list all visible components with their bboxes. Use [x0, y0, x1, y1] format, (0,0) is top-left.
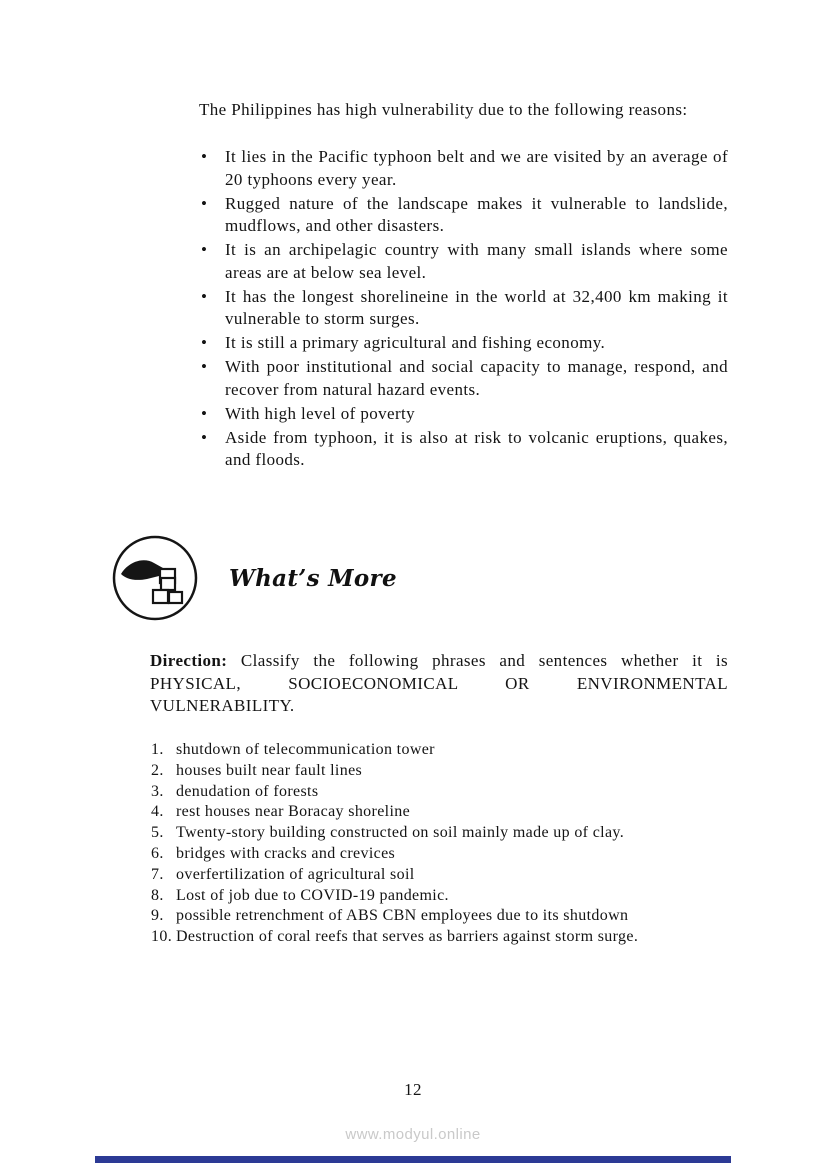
- intro-paragraph: The Philippines has high vulnerability due to the following reasons:: [199, 100, 688, 119]
- bullet-list: [201, 146, 728, 473]
- footer-rule: [95, 1156, 731, 1163]
- bullet-marker-icon: •: [201, 333, 208, 352]
- list-item-text: rest houses near Boracay shoreline: [176, 803, 411, 821]
- list-item-text: houses built near fault lines: [176, 761, 363, 779]
- list-item-number: 4.: [151, 803, 164, 821]
- hand-stacking-blocks-icon: [111, 534, 199, 622]
- bullet-text: With poor institutional and social capacity to manage, respond, and recover from natural hazard events.: [225, 357, 728, 399]
- page-number: 12: [404, 1080, 422, 1099]
- bullet-text: It has the longest shorelineine in the world at 32,400 km making it vulnerable to storm surges.: [225, 286, 728, 328]
- list-item: [151, 906, 729, 927]
- list-item-number: 6.: [151, 844, 164, 862]
- list-item-text: overfertilization of agricultural soil: [176, 865, 415, 883]
- numbered-list: [151, 740, 729, 948]
- bullet-marker-icon: •: [201, 286, 208, 306]
- bullet-marker-icon: •: [201, 427, 208, 447]
- direction-text: Classify the following phrases and sentences whether it is PHYSICAL, SOCIOECONOMICAL OR ENVIRONMENTAL VULNERABILITY.: [150, 651, 728, 715]
- bullet-marker-icon: •: [201, 357, 208, 376]
- list-item-text: shutdown of telecommunication tower: [176, 741, 435, 758]
- bullet-text: It is an archipelagic country with many small islands where some areas are at below sea level.: [225, 240, 728, 282]
- list-item-text: denudation of forests: [176, 782, 319, 800]
- list-item-number: 2.: [151, 761, 164, 779]
- bullet-marker-icon: •: [201, 240, 208, 259]
- direction-paragraph: [150, 650, 728, 718]
- bullet-item: [201, 427, 728, 472]
- list-item-number: 8.: [151, 886, 164, 904]
- bullet-item: [201, 146, 728, 191]
- bullet-item: [201, 356, 728, 401]
- bullet-item: [201, 332, 728, 355]
- list-item-number: 5.: [151, 824, 164, 842]
- bullet-item: [201, 193, 728, 238]
- bullet-marker-icon: •: [201, 147, 208, 166]
- list-item-number: 7.: [151, 865, 164, 883]
- bullet-text: Rugged nature of the landscape makes it vulnerable to landslide, mudflows, and other disasters.: [225, 193, 728, 235]
- list-item: [151, 886, 729, 907]
- list-item: [151, 927, 729, 948]
- list-item-text: Twenty-story building constructed on soil mainly made up of clay.: [176, 824, 625, 842]
- list-item: [151, 802, 729, 823]
- bullet-text: It is still a primary agricultural and fishing economy.: [225, 333, 606, 352]
- list-item: [151, 782, 729, 803]
- section-title: What’s More: [229, 564, 397, 592]
- list-item-text: possible retrenchment of ABS CBN employees due to its shutdown: [176, 907, 629, 925]
- list-item-number: 1.: [151, 741, 164, 758]
- bullet-text: With high level of poverty: [225, 403, 416, 423]
- direction-label: Direction:: [150, 651, 228, 670]
- bullet-marker-icon: •: [201, 403, 208, 423]
- bullet-text: Aside from typhoon, it is also at risk to volcanic eruptions, quakes, and floods.: [225, 427, 728, 469]
- list-item: [151, 740, 729, 761]
- list-item-text: Destruction of coral reefs that serves as barriers against storm surge.: [176, 928, 639, 946]
- list-item: [151, 865, 729, 886]
- list-item: [151, 823, 729, 844]
- bullet-marker-icon: •: [201, 193, 208, 213]
- bullet-item: [201, 286, 728, 331]
- watermark: www.modyul.online: [345, 1126, 481, 1143]
- list-item-text: bridges with cracks and crevices: [176, 844, 396, 862]
- list-item-text: Lost of job due to COVID-19 pandemic.: [176, 886, 449, 904]
- list-item-number: 10.: [151, 928, 173, 946]
- list-item-number: 9.: [151, 907, 164, 925]
- bullet-item: [201, 403, 728, 426]
- list-item-number: 3.: [151, 782, 164, 800]
- list-item: [151, 761, 729, 782]
- whats-more-section-header: [111, 534, 397, 622]
- bullet-item: [201, 239, 728, 284]
- list-item: [151, 844, 729, 865]
- bullet-text: It lies in the Pacific typhoon belt and we are visited by an average of 20 typhoons every year.: [225, 147, 728, 189]
